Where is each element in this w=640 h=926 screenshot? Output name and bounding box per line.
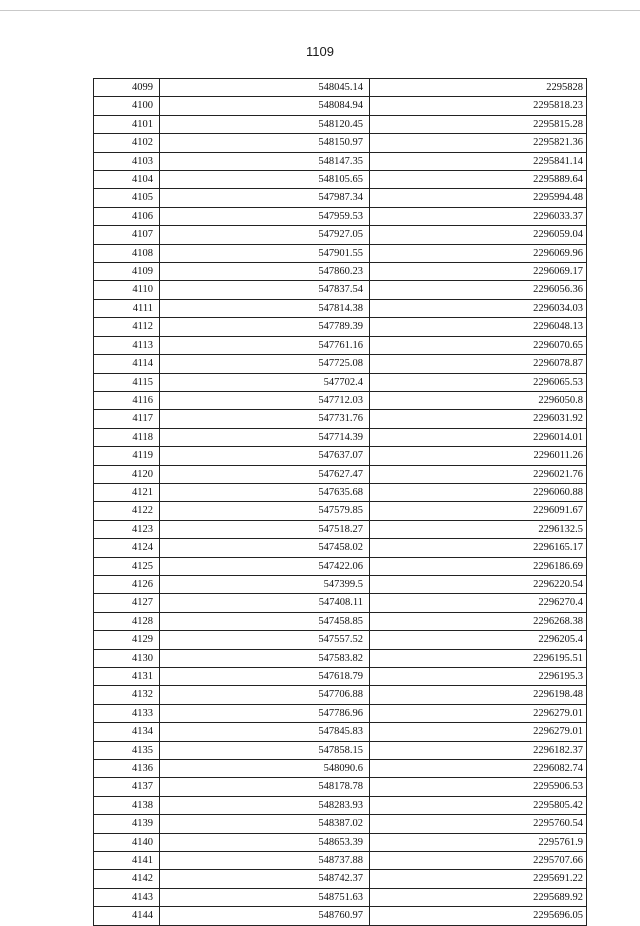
x-coordinate-cell: 548751.63 <box>160 888 370 906</box>
x-coordinate-cell: 548737.88 <box>160 852 370 870</box>
x-coordinate-cell: 547987.34 <box>160 189 370 207</box>
x-coordinate-cell: 547786.96 <box>160 704 370 722</box>
point-id-cell: 4142 <box>94 870 160 888</box>
table-row <box>94 483 587 501</box>
table-row <box>94 79 587 97</box>
table-row <box>94 97 587 115</box>
x-coordinate-cell: 547583.82 <box>160 649 370 667</box>
y-coordinate-cell: 2295689.92 <box>370 888 587 906</box>
point-id-cell: 4115 <box>94 373 160 391</box>
y-coordinate-cell: 2296195.3 <box>370 668 587 686</box>
point-id-cell: 4105 <box>94 189 160 207</box>
y-coordinate-cell: 2296082.74 <box>370 760 587 778</box>
y-coordinate-cell: 2295821.36 <box>370 134 587 152</box>
x-coordinate-cell: 547860.23 <box>160 263 370 281</box>
y-coordinate-cell: 2296034.03 <box>370 299 587 317</box>
point-id-cell: 4133 <box>94 704 160 722</box>
point-id-cell: 4102 <box>94 134 160 152</box>
x-coordinate-cell: 548150.97 <box>160 134 370 152</box>
point-id-cell: 4112 <box>94 318 160 336</box>
table-row <box>94 741 587 759</box>
table-row <box>94 465 587 483</box>
table-row <box>94 447 587 465</box>
y-coordinate-cell: 2296048.13 <box>370 318 587 336</box>
point-id-cell: 4118 <box>94 428 160 446</box>
point-id-cell: 4103 <box>94 152 160 170</box>
x-coordinate-cell: 547627.47 <box>160 465 370 483</box>
x-coordinate-cell: 547714.39 <box>160 428 370 446</box>
point-id-cell: 4110 <box>94 281 160 299</box>
table-row <box>94 815 587 833</box>
y-coordinate-cell: 2296132.5 <box>370 520 587 538</box>
y-coordinate-cell: 2296220.54 <box>370 575 587 593</box>
point-id-cell: 4136 <box>94 760 160 778</box>
table-row <box>94 833 587 851</box>
x-coordinate-cell: 547901.55 <box>160 244 370 262</box>
table-row <box>94 870 587 888</box>
coordinates-table-body <box>94 79 587 926</box>
y-coordinate-cell: 2295760.54 <box>370 815 587 833</box>
table-row <box>94 171 587 189</box>
x-coordinate-cell: 548105.65 <box>160 171 370 189</box>
point-id-cell: 4107 <box>94 226 160 244</box>
y-coordinate-cell: 2296268.38 <box>370 612 587 630</box>
x-coordinate-cell: 547959.53 <box>160 207 370 225</box>
point-id-cell: 4099 <box>94 79 160 97</box>
y-coordinate-cell: 2296195.51 <box>370 649 587 667</box>
table-row <box>94 539 587 557</box>
point-id-cell: 4143 <box>94 888 160 906</box>
x-coordinate-cell: 547731.76 <box>160 410 370 428</box>
point-id-cell: 4126 <box>94 575 160 593</box>
y-coordinate-cell: 2296182.37 <box>370 741 587 759</box>
x-coordinate-cell: 547422.06 <box>160 557 370 575</box>
table-row <box>94 318 587 336</box>
point-id-cell: 4139 <box>94 815 160 833</box>
x-coordinate-cell: 547579.85 <box>160 502 370 520</box>
y-coordinate-cell: 2296091.67 <box>370 502 587 520</box>
point-id-cell: 4135 <box>94 741 160 759</box>
x-coordinate-cell: 547637.07 <box>160 447 370 465</box>
x-coordinate-cell: 547858.15 <box>160 741 370 759</box>
y-coordinate-cell: 2296069.96 <box>370 244 587 262</box>
y-coordinate-cell: 2295818.23 <box>370 97 587 115</box>
y-coordinate-cell: 2296186.69 <box>370 557 587 575</box>
table-row <box>94 760 587 778</box>
table-row <box>94 410 587 428</box>
y-coordinate-cell: 2296033.37 <box>370 207 587 225</box>
x-coordinate-cell: 548120.45 <box>160 115 370 133</box>
x-coordinate-cell: 547618.79 <box>160 668 370 686</box>
point-id-cell: 4128 <box>94 612 160 630</box>
point-id-cell: 4134 <box>94 723 160 741</box>
table-row <box>94 355 587 373</box>
y-coordinate-cell: 2296069.17 <box>370 263 587 281</box>
point-id-cell: 4127 <box>94 594 160 612</box>
table-row <box>94 686 587 704</box>
x-coordinate-cell: 547635.68 <box>160 483 370 501</box>
point-id-cell: 4119 <box>94 447 160 465</box>
point-id-cell: 4141 <box>94 852 160 870</box>
table-row <box>94 594 587 612</box>
y-coordinate-cell: 2296060.88 <box>370 483 587 501</box>
x-coordinate-cell: 548178.78 <box>160 778 370 796</box>
y-coordinate-cell: 2296078.87 <box>370 355 587 373</box>
point-id-cell: 4109 <box>94 263 160 281</box>
table-row <box>94 263 587 281</box>
table-row <box>94 428 587 446</box>
x-coordinate-cell: 547814.38 <box>160 299 370 317</box>
table-row <box>94 575 587 593</box>
x-coordinate-cell: 547789.39 <box>160 318 370 336</box>
y-coordinate-cell: 2296198.48 <box>370 686 587 704</box>
table-row <box>94 134 587 152</box>
point-id-cell: 4101 <box>94 115 160 133</box>
point-id-cell: 4124 <box>94 539 160 557</box>
x-coordinate-cell: 547927.05 <box>160 226 370 244</box>
y-coordinate-cell: 2296279.01 <box>370 723 587 741</box>
table-row <box>94 888 587 906</box>
x-coordinate-cell: 548283.93 <box>160 796 370 814</box>
x-coordinate-cell: 547518.27 <box>160 520 370 538</box>
x-coordinate-cell: 547712.03 <box>160 391 370 409</box>
point-id-cell: 4108 <box>94 244 160 262</box>
x-coordinate-cell: 548147.35 <box>160 152 370 170</box>
table-row <box>94 796 587 814</box>
y-coordinate-cell: 2295906.53 <box>370 778 587 796</box>
table-row <box>94 189 587 207</box>
x-coordinate-cell: 547458.85 <box>160 612 370 630</box>
y-coordinate-cell: 2295696.05 <box>370 907 587 925</box>
point-id-cell: 4122 <box>94 502 160 520</box>
table-row <box>94 299 587 317</box>
point-id-cell: 4117 <box>94 410 160 428</box>
x-coordinate-cell: 547702.4 <box>160 373 370 391</box>
x-coordinate-cell: 548742.37 <box>160 870 370 888</box>
x-coordinate-cell: 547837.54 <box>160 281 370 299</box>
point-id-cell: 4123 <box>94 520 160 538</box>
coordinates-table <box>93 78 587 926</box>
point-id-cell: 4137 <box>94 778 160 796</box>
table-row <box>94 778 587 796</box>
table-row <box>94 207 587 225</box>
table-row <box>94 391 587 409</box>
y-coordinate-cell: 2296070.65 <box>370 336 587 354</box>
y-coordinate-cell: 2295707.66 <box>370 852 587 870</box>
table-row <box>94 226 587 244</box>
x-coordinate-cell: 548760.97 <box>160 907 370 925</box>
point-id-cell: 4100 <box>94 97 160 115</box>
x-coordinate-cell: 547761.16 <box>160 336 370 354</box>
point-id-cell: 4113 <box>94 336 160 354</box>
point-id-cell: 4131 <box>94 668 160 686</box>
point-id-cell: 4121 <box>94 483 160 501</box>
y-coordinate-cell: 2296059.04 <box>370 226 587 244</box>
table-row <box>94 281 587 299</box>
y-coordinate-cell: 2295828 <box>370 79 587 97</box>
page-number: 1109 <box>306 44 334 59</box>
x-coordinate-cell: 548045.14 <box>160 79 370 97</box>
table-row <box>94 115 587 133</box>
point-id-cell: 4125 <box>94 557 160 575</box>
table-row <box>94 520 587 538</box>
y-coordinate-cell: 2295994.48 <box>370 189 587 207</box>
y-coordinate-cell: 2295889.64 <box>370 171 587 189</box>
table-row <box>94 244 587 262</box>
table-row <box>94 336 587 354</box>
table-row <box>94 502 587 520</box>
table-row <box>94 557 587 575</box>
table-row <box>94 723 587 741</box>
x-coordinate-cell: 547408.11 <box>160 594 370 612</box>
y-coordinate-cell: 2295761.9 <box>370 833 587 851</box>
y-coordinate-cell: 2295815.28 <box>370 115 587 133</box>
point-id-cell: 4129 <box>94 631 160 649</box>
y-coordinate-cell: 2296021.76 <box>370 465 587 483</box>
point-id-cell: 4144 <box>94 907 160 925</box>
x-coordinate-cell: 547706.88 <box>160 686 370 704</box>
y-coordinate-cell: 2296279.01 <box>370 704 587 722</box>
x-coordinate-cell: 547458.02 <box>160 539 370 557</box>
y-coordinate-cell: 2296165.17 <box>370 539 587 557</box>
x-coordinate-cell: 547725.08 <box>160 355 370 373</box>
table-row <box>94 852 587 870</box>
x-coordinate-cell: 547845.83 <box>160 723 370 741</box>
y-coordinate-cell: 2296065.53 <box>370 373 587 391</box>
point-id-cell: 4138 <box>94 796 160 814</box>
table-row <box>94 152 587 170</box>
table-row <box>94 704 587 722</box>
point-id-cell: 4114 <box>94 355 160 373</box>
table-row <box>94 907 587 925</box>
table-row <box>94 668 587 686</box>
top-divider <box>0 10 640 11</box>
x-coordinate-cell: 548653.39 <box>160 833 370 851</box>
y-coordinate-cell: 2296031.92 <box>370 410 587 428</box>
x-coordinate-cell: 548387.02 <box>160 815 370 833</box>
point-id-cell: 4104 <box>94 171 160 189</box>
table-row <box>94 649 587 667</box>
y-coordinate-cell: 2296056.36 <box>370 281 587 299</box>
x-coordinate-cell: 547399.5 <box>160 575 370 593</box>
y-coordinate-cell: 2295841.14 <box>370 152 587 170</box>
y-coordinate-cell: 2295805.42 <box>370 796 587 814</box>
y-coordinate-cell: 2296270.4 <box>370 594 587 612</box>
y-coordinate-cell: 2296014.01 <box>370 428 587 446</box>
x-coordinate-cell: 548084.94 <box>160 97 370 115</box>
point-id-cell: 4120 <box>94 465 160 483</box>
y-coordinate-cell: 2295691.22 <box>370 870 587 888</box>
point-id-cell: 4111 <box>94 299 160 317</box>
point-id-cell: 4140 <box>94 833 160 851</box>
table-row <box>94 631 587 649</box>
point-id-cell: 4116 <box>94 391 160 409</box>
point-id-cell: 4106 <box>94 207 160 225</box>
y-coordinate-cell: 2296011.26 <box>370 447 587 465</box>
table-row <box>94 373 587 391</box>
point-id-cell: 4132 <box>94 686 160 704</box>
x-coordinate-cell: 547557.52 <box>160 631 370 649</box>
y-coordinate-cell: 2296050.8 <box>370 391 587 409</box>
point-id-cell: 4130 <box>94 649 160 667</box>
x-coordinate-cell: 548090.6 <box>160 760 370 778</box>
y-coordinate-cell: 2296205.4 <box>370 631 587 649</box>
table-row <box>94 612 587 630</box>
